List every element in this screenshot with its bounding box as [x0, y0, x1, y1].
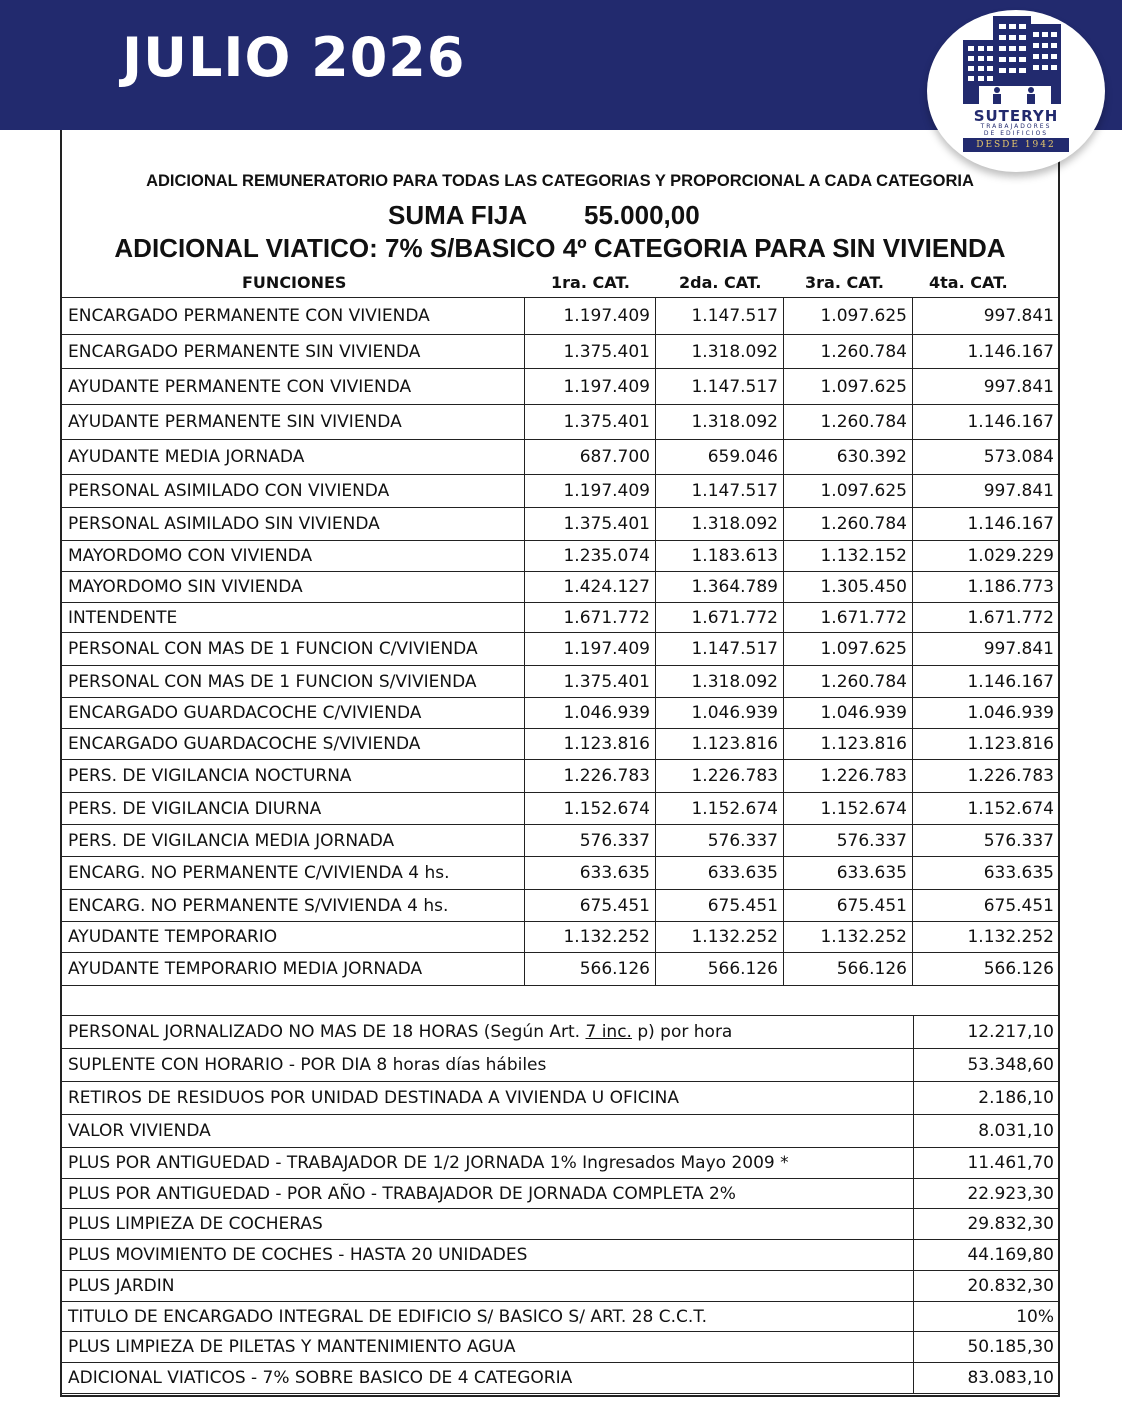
col-header-cat3: 3ra. CAT. — [805, 273, 884, 292]
row-label: ADICIONAL VIATICOS - 7% SOBRE BASICO DE 4 CATEGORIA — [62, 1363, 914, 1394]
cat3-value: 1.097.625 — [784, 298, 913, 335]
cat3-value: 1.132.252 — [784, 922, 913, 953]
table-row — [62, 953, 1060, 986]
row-label: AYUDANTE TEMPORARIO MEDIA JORNADA — [62, 953, 525, 986]
cat4-value: 1.132.252 — [913, 922, 1060, 953]
row-label: ENCARGADO PERMANENTE CON VIVIENDA — [62, 298, 525, 335]
row-label: ENCARG. NO PERMANENTE C/VIVIENDA 4 hs. — [62, 857, 525, 890]
row-label: ENCARG. NO PERMANENTE S/VIVIENDA 4 hs. — [62, 890, 525, 922]
row-label — [62, 1016, 914, 1049]
cat3-value: 1.260.784 — [784, 335, 913, 369]
row-label: AYUDANTE MEDIA JORNADA — [62, 440, 525, 475]
row-label: MAYORDOMO SIN VIVIENDA — [62, 572, 525, 603]
table-row — [62, 760, 1060, 793]
row-label: PERSONAL ASIMILADO CON VIVIENDA — [62, 475, 525, 508]
cat4-value: 1.226.783 — [913, 760, 1060, 793]
cat2-value: 1.671.772 — [656, 603, 784, 633]
cat4-value: 1.671.772 — [913, 603, 1060, 633]
row-label: ENCARGADO GUARDACOCHE S/VIVIENDA — [62, 729, 525, 760]
cat4-value: 1.046.939 — [913, 698, 1060, 729]
cat1-value: 687.700 — [525, 440, 656, 475]
row-value: 50.185,30 — [914, 1332, 1060, 1363]
cat1-value: 1.226.783 — [525, 760, 656, 793]
extras-table — [61, 1015, 1060, 1394]
cat4-value: 1.146.167 — [913, 508, 1060, 541]
suteryh-logo — [927, 10, 1105, 172]
cat1-value: 1.123.816 — [525, 729, 656, 760]
table-row — [62, 603, 1060, 633]
cat3-value: 1.260.784 — [784, 508, 913, 541]
table-row — [62, 475, 1060, 508]
cat3-value: 566.126 — [784, 953, 913, 986]
row-value: 11.461,70 — [914, 1148, 1060, 1179]
cat1-value: 675.451 — [525, 890, 656, 922]
row-value: 44.169,80 — [914, 1240, 1060, 1271]
table-row — [62, 890, 1060, 922]
cat1-value: 1.197.409 — [525, 633, 656, 666]
table-row — [62, 1049, 1060, 1082]
cat3-value: 633.635 — [784, 857, 913, 890]
table-row — [62, 1016, 1060, 1049]
table-row — [62, 1302, 1060, 1332]
logo-subtitle-line1: TRABAJADORES — [980, 123, 1052, 130]
table-row — [62, 1209, 1060, 1240]
row-label: PERSONAL CON MAS DE 1 FUNCION S/VIVIENDA — [62, 666, 525, 698]
cat1-value: 1.424.127 — [525, 572, 656, 603]
cat1-value: 1.375.401 — [525, 508, 656, 541]
row-label: PERSONAL ASIMILADO SIN VIVIENDA — [62, 508, 525, 541]
fixed-sum-value: 55.000,00 — [584, 200, 700, 230]
row-value: 10% — [914, 1302, 1060, 1332]
cat2-value: 1.318.092 — [656, 335, 784, 369]
row-label: ENCARGADO PERMANENTE SIN VIVIENDA — [62, 335, 525, 369]
cat2-value: 1.183.613 — [656, 541, 784, 572]
table-row — [62, 1115, 1060, 1148]
table-row — [62, 1082, 1060, 1115]
table-row — [62, 729, 1060, 760]
cat3-value: 1.305.450 — [784, 572, 913, 603]
cat3-value: 1.152.674 — [784, 793, 913, 825]
col-header-funciones: FUNCIONES — [242, 273, 347, 292]
cat2-value: 633.635 — [656, 857, 784, 890]
salary-table — [61, 297, 1060, 986]
table-row — [62, 1271, 1060, 1302]
row-label: TITULO DE ENCARGADO INTEGRAL DE EDIFICIO S/ BASICO S/ ART. 28 C.C.T. — [62, 1302, 914, 1332]
cat2-value: 566.126 — [656, 953, 784, 986]
cat4-value: 566.126 — [913, 953, 1060, 986]
row-label: PLUS JARDIN — [62, 1271, 914, 1302]
table-row — [62, 1179, 1060, 1209]
cat1-value: 576.337 — [525, 825, 656, 857]
table-row — [62, 633, 1060, 666]
row-label: SUPLENTE CON HORARIO - POR DIA 8 horas días hábiles — [62, 1049, 914, 1082]
cat4-value: 576.337 — [913, 825, 1060, 857]
cat4-value: 1.029.229 — [913, 541, 1060, 572]
cat3-value: 1.123.816 — [784, 729, 913, 760]
cat1-value: 1.152.674 — [525, 793, 656, 825]
cat2-value: 1.318.092 — [656, 405, 784, 440]
row-value: 22.923,30 — [914, 1179, 1060, 1209]
cat2-value: 1.147.517 — [656, 633, 784, 666]
row-label: PLUS MOVIMIENTO DE COCHES - HASTA 20 UNIDADES — [62, 1240, 914, 1271]
table-row — [62, 698, 1060, 729]
cat1-value: 1.132.252 — [525, 922, 656, 953]
row-label: PERS. DE VIGILANCIA NOCTURNA — [62, 760, 525, 793]
table-row — [62, 1363, 1060, 1394]
table-row — [62, 857, 1060, 890]
cat1-value: 1.375.401 — [525, 405, 656, 440]
row-value: 20.832,30 — [914, 1271, 1060, 1302]
table-row — [62, 335, 1060, 369]
row-label: AYUDANTE TEMPORARIO — [62, 922, 525, 953]
cat2-value: 1.046.939 — [656, 698, 784, 729]
table-row — [62, 405, 1060, 440]
table-separator — [61, 986, 1059, 1015]
cat3-value: 1.097.625 — [784, 369, 913, 405]
cat4-value: 675.451 — [913, 890, 1060, 922]
cat3-value: 1.260.784 — [784, 405, 913, 440]
row-label: INTENDENTE — [62, 603, 525, 633]
cat3-value: 630.392 — [784, 440, 913, 475]
row-label-post: p) por hora — [631, 1022, 733, 1042]
fixed-sum-label: SUMA FIJA — [388, 200, 528, 230]
cat2-value: 1.152.674 — [656, 793, 784, 825]
row-value: 53.348,60 — [914, 1049, 1060, 1082]
table-row — [62, 825, 1060, 857]
cat1-value: 1.375.401 — [525, 335, 656, 369]
cat3-value: 1.097.625 — [784, 475, 913, 508]
row-label: PLUS POR ANTIGUEDAD - TRABAJADOR DE 1/2 JORNADA 1% Ingresados Mayo 2009 * — [62, 1148, 914, 1179]
cat4-value: 1.146.167 — [913, 666, 1060, 698]
cat3-value: 1.260.784 — [784, 666, 913, 698]
col-header-cat4: 4ta. CAT. — [929, 273, 1008, 292]
article-reference: 7 inc. — [585, 1022, 632, 1042]
row-label: PLUS POR ANTIGUEDAD - POR AÑO - TRABAJADOR DE JORNADA COMPLETA 2% — [62, 1179, 914, 1209]
row-label: PERS. DE VIGILANCIA DIURNA — [62, 793, 525, 825]
row-label: ENCARGADO GUARDACOCHE C/VIVIENDA — [62, 698, 525, 729]
row-label: PLUS LIMPIEZA DE PILETAS Y MANTENIMIENTO AGUA — [62, 1332, 914, 1363]
row-label: PERS. DE VIGILANCIA MEDIA JORNADA — [62, 825, 525, 857]
cat4-value: 997.841 — [913, 633, 1060, 666]
row-label: AYUDANTE PERMANENTE CON VIVIENDA — [62, 369, 525, 405]
cat3-value: 1.132.152 — [784, 541, 913, 572]
cat2-value: 576.337 — [656, 825, 784, 857]
row-label: PERSONAL CON MAS DE 1 FUNCION C/VIVIENDA — [62, 633, 525, 666]
cat4-value: 997.841 — [913, 369, 1060, 405]
row-value: 29.832,30 — [914, 1209, 1060, 1240]
page-title: JULIO 2026 — [122, 26, 466, 89]
cat1-value: 633.635 — [525, 857, 656, 890]
cat1-value: 1.197.409 — [525, 298, 656, 335]
cat2-value: 1.147.517 — [656, 475, 784, 508]
cat4-value: 573.084 — [913, 440, 1060, 475]
row-label-pre: PERSONAL JORNALIZADO NO MAS DE 18 HORAS (Según Art. — [68, 1022, 586, 1042]
row-label: PLUS LIMPIEZA DE COCHERAS — [62, 1209, 914, 1240]
table-row — [62, 369, 1060, 405]
cat1-value: 1.197.409 — [525, 369, 656, 405]
cat1-value: 1.197.409 — [525, 475, 656, 508]
table-row — [62, 1148, 1060, 1179]
cat2-value: 1.147.517 — [656, 298, 784, 335]
cat2-value: 1.226.783 — [656, 760, 784, 793]
cat4-value: 1.123.816 — [913, 729, 1060, 760]
cat2-value: 1.132.252 — [656, 922, 784, 953]
cat4-value: 1.186.773 — [913, 572, 1060, 603]
row-label: AYUDANTE PERMANENTE SIN VIVIENDA — [62, 405, 525, 440]
viatico-note: ADICIONAL VIATICO: 7% S/BASICO 4º CATEGORIA PARA SIN VIVIENDA — [114, 233, 1006, 263]
table-row — [62, 508, 1060, 541]
cat1-value: 1.046.939 — [525, 698, 656, 729]
cat2-value: 1.318.092 — [656, 508, 784, 541]
cat2-value: 1.123.816 — [656, 729, 784, 760]
cat1-value: 1.671.772 — [525, 603, 656, 633]
cat2-value: 659.046 — [656, 440, 784, 475]
row-label: VALOR VIVIENDA — [62, 1115, 914, 1148]
cat3-value: 1.671.772 — [784, 603, 913, 633]
cat3-value: 1.226.783 — [784, 760, 913, 793]
cat3-value: 1.046.939 — [784, 698, 913, 729]
cat1-value: 1.235.074 — [525, 541, 656, 572]
col-header-cat2: 2da. CAT. — [679, 273, 762, 292]
cat2-value: 1.318.092 — [656, 666, 784, 698]
cat4-value: 633.635 — [913, 857, 1060, 890]
cat4-value: 997.841 — [913, 298, 1060, 335]
logo-since-badge: DESDE 1942 — [963, 138, 1069, 152]
table-row — [62, 922, 1060, 953]
logo-name: SUTERYH — [973, 107, 1059, 125]
cat3-value: 576.337 — [784, 825, 913, 857]
table-row — [62, 541, 1060, 572]
cat2-value: 675.451 — [656, 890, 784, 922]
table-row — [62, 1240, 1060, 1271]
row-value: 2.186,10 — [914, 1082, 1060, 1115]
cat2-value: 1.364.789 — [656, 572, 784, 603]
cat1-value: 566.126 — [525, 953, 656, 986]
remunerative-note: ADICIONAL REMUNERATORIO PARA TODAS LAS CATEGORIAS Y PROPORCIONAL A CADA CATEGORIA — [146, 172, 974, 190]
table-row — [62, 1332, 1060, 1363]
logo-subtitle-line2: DE EDIFICIOS — [983, 130, 1049, 137]
row-value: 12.217,10 — [914, 1016, 1060, 1049]
cat4-value: 997.841 — [913, 475, 1060, 508]
table-row — [62, 572, 1060, 603]
cat4-value: 1.146.167 — [913, 335, 1060, 369]
cat3-value: 1.097.625 — [784, 633, 913, 666]
table-row — [62, 440, 1060, 475]
row-value: 83.083,10 — [914, 1363, 1060, 1394]
row-label: RETIROS DE RESIDUOS POR UNIDAD DESTINADA A VIVIENDA U OFICINA — [62, 1082, 914, 1115]
table-row — [62, 793, 1060, 825]
table-row — [62, 298, 1060, 335]
cat4-value: 1.146.167 — [913, 405, 1060, 440]
cat2-value: 1.147.517 — [656, 369, 784, 405]
cat3-value: 675.451 — [784, 890, 913, 922]
row-value: 8.031,10 — [914, 1115, 1060, 1148]
col-header-cat1: 1ra. CAT. — [551, 273, 630, 292]
cat1-value: 1.375.401 — [525, 666, 656, 698]
cat4-value: 1.152.674 — [913, 793, 1060, 825]
table-row — [62, 666, 1060, 698]
row-label: MAYORDOMO CON VIVIENDA — [62, 541, 525, 572]
